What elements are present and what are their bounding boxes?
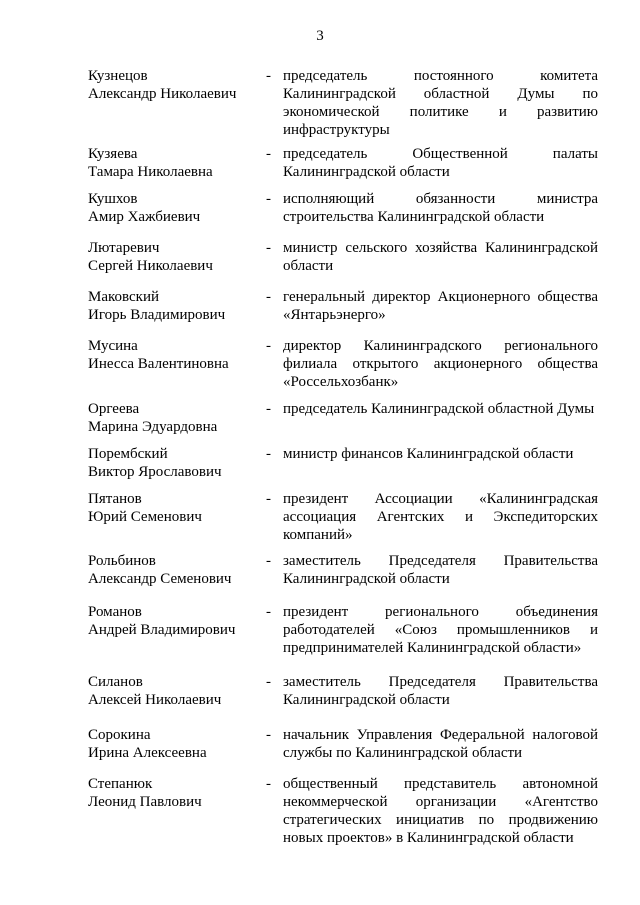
member-name bbox=[88, 603, 268, 639]
member-surname: Маковский bbox=[88, 289, 160, 305]
member-role: министр финансов Калининградской области bbox=[283, 446, 574, 462]
member-dash: - bbox=[266, 604, 271, 620]
member-given-names: Леонид Павлович bbox=[88, 794, 202, 810]
member-given-names: Виктор Ярославович bbox=[88, 464, 222, 480]
member-surname: Порембский bbox=[88, 446, 168, 462]
member-surname: Пятанов bbox=[88, 491, 142, 507]
member-given-names: Алексей Николаевич bbox=[88, 692, 222, 708]
member-surname: Степанюк bbox=[88, 776, 153, 792]
member-dash: - bbox=[266, 338, 271, 354]
member-name bbox=[88, 67, 268, 103]
member-surname: Силанов bbox=[88, 674, 143, 690]
page-number: 3 bbox=[316, 28, 324, 44]
member-surname: Лютаревич bbox=[88, 240, 160, 256]
member-name bbox=[88, 145, 268, 181]
member-name bbox=[88, 552, 268, 588]
member-given-names: Юрий Семенович bbox=[88, 509, 202, 525]
member-role: председатель постоянного комитета Калининградской областной Думы по экономической политике и развитию инфраструктуры bbox=[283, 68, 598, 138]
member-name bbox=[88, 445, 268, 481]
member-dash: - bbox=[266, 446, 271, 462]
member-role: президент Ассоциации «Калининградская ассоциация Агентских и Экспедиторских компаний» bbox=[283, 491, 598, 543]
member-given-names: Александр Николаевич bbox=[88, 86, 237, 102]
member-dash: - bbox=[266, 553, 271, 569]
member-surname: Мусина bbox=[88, 338, 138, 354]
member-name bbox=[88, 400, 268, 436]
member-given-names: Инесса Валентиновна bbox=[88, 356, 229, 372]
member-given-names: Тамара Николаевна bbox=[88, 164, 213, 180]
member-dash: - bbox=[266, 727, 271, 743]
member-name bbox=[88, 490, 268, 526]
member-role: начальник Управления Федеральной налоговой службы по Калининградской области bbox=[283, 727, 598, 761]
member-dash: - bbox=[266, 776, 271, 792]
member-name bbox=[88, 288, 268, 324]
member-dash: - bbox=[266, 146, 271, 162]
member-role: министр сельского хозяйства Калининградской области bbox=[283, 240, 598, 274]
member-role: директор Калининградского регионального филиала открытого акционерного общества «Россельхозбанк» bbox=[283, 338, 598, 390]
member-role: председатель Калининградской областной Думы bbox=[283, 401, 595, 417]
member-given-names: Амир Хажбиевич bbox=[88, 209, 201, 225]
member-surname: Романов bbox=[88, 604, 142, 620]
member-dash: - bbox=[266, 191, 271, 207]
member-dash: - bbox=[266, 289, 271, 305]
member-role: президент регионального объединения работодателей «Союз промышленников и предпринимателей Калининградской области» bbox=[283, 604, 598, 656]
member-given-names: Игорь Владимирович bbox=[88, 307, 226, 323]
member-given-names: Сергей Николаевич bbox=[88, 258, 213, 274]
member-name bbox=[88, 726, 268, 762]
member-name bbox=[88, 337, 268, 373]
member-dash: - bbox=[266, 491, 271, 507]
member-role: председатель Общественной палаты Калининградской области bbox=[283, 146, 598, 180]
member-given-names: Марина Эдуардовна bbox=[88, 419, 218, 435]
member-dash: - bbox=[266, 68, 271, 84]
member-dash: - bbox=[266, 674, 271, 690]
member-surname: Кушхов bbox=[88, 191, 138, 207]
member-role: исполняющий обязанности министра строительства Калининградской области bbox=[283, 191, 598, 225]
member-role: заместитель Председателя Правительства Калининградской области bbox=[283, 674, 598, 708]
member-role: генеральный директор Акционерного общества «Янтарьэнерго» bbox=[283, 289, 598, 323]
member-surname: Сорокина bbox=[88, 727, 151, 743]
member-name bbox=[88, 190, 268, 226]
member-name bbox=[88, 239, 268, 275]
member-role: заместитель Председателя Правительства Калининградской области bbox=[283, 553, 598, 587]
member-role: общественный представитель автономной некоммерческой организации «Агентство стратегических инициатив по продвижению новых проектов» в Калининградской области bbox=[283, 776, 598, 846]
member-surname: Рольбинов bbox=[88, 553, 156, 569]
member-surname: Оргеева bbox=[88, 401, 140, 417]
member-given-names: Андрей Владимирович bbox=[88, 622, 236, 638]
member-dash: - bbox=[266, 401, 271, 417]
member-given-names: Ирина Алексеевна bbox=[88, 745, 207, 761]
member-name bbox=[88, 775, 268, 811]
member-name bbox=[88, 673, 268, 709]
member-surname: Кузнецов bbox=[88, 68, 148, 84]
member-given-names: Александр Семенович bbox=[88, 571, 232, 587]
member-surname: Кузяева bbox=[88, 146, 138, 162]
member-dash: - bbox=[266, 240, 271, 256]
